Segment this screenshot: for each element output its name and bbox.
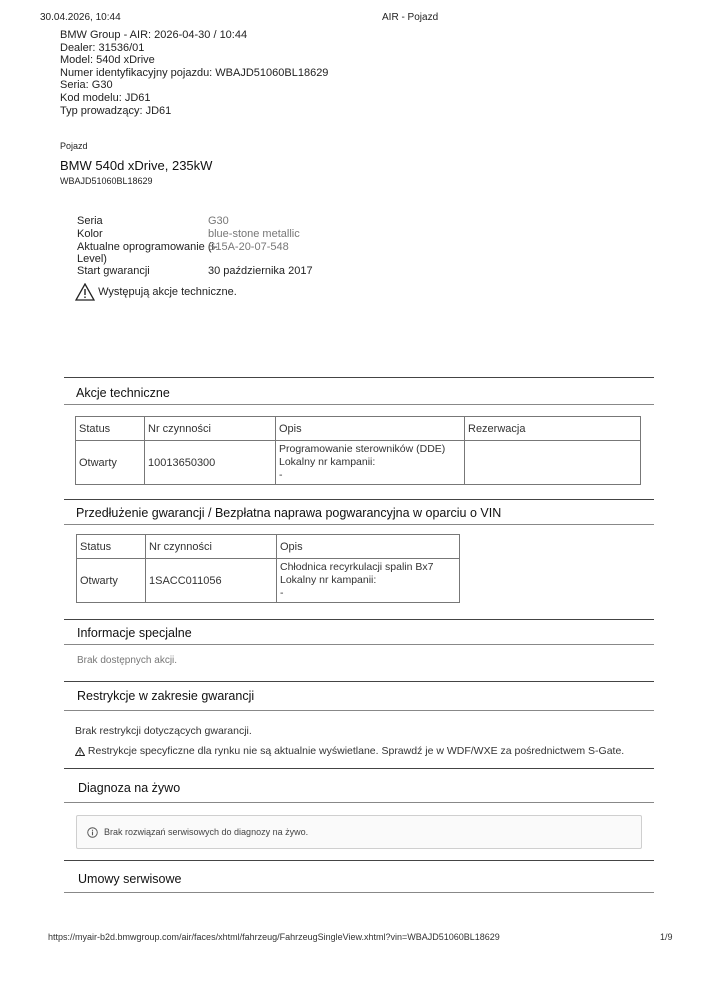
meta-line: BMW Group - AIR: 2026-04-30 / 10:44	[60, 29, 248, 41]
table-header-cell: Opis	[276, 417, 465, 441]
restrictions-warning	[75, 745, 624, 757]
campaign-value: -	[279, 469, 283, 481]
meta-line: Kod modelu: JD61	[60, 91, 151, 104]
detail-key: Kolor	[77, 228, 103, 240]
technical-warning	[75, 283, 237, 301]
table-header-cell: Nr czynności	[146, 535, 277, 559]
reservation-cell	[465, 441, 641, 485]
detail-value: 30 października 2017	[208, 265, 313, 277]
meta-line: Dealer: 31536/01	[60, 41, 145, 54]
description-cell	[276, 441, 465, 485]
detail-value: blue-stone metallic	[208, 228, 300, 240]
detail-key: Aktualne oprogramowanie (i-	[77, 241, 218, 253]
description-cell	[277, 559, 460, 603]
table-header-row	[77, 535, 460, 559]
vehicle-label: Pojazd	[60, 141, 88, 151]
section-divider	[64, 860, 654, 861]
section-divider	[64, 892, 654, 893]
section-title-warranty-restrictions: Restrykcje w zakresie gwarancji	[77, 689, 255, 703]
section-divider	[64, 499, 654, 500]
section-title-live-diagnosis: Diagnoza na żywo	[78, 781, 181, 795]
description-text: Chłodnica recyrkulacji spalin Bx7	[280, 561, 434, 573]
technical-actions-table	[75, 416, 641, 485]
detail-key: Seria	[77, 215, 103, 227]
section-title-warranty-extension: Przedłużenie gwarancji / Bezpłatna naprawa pogwarancyjna w oparciu o VIN	[76, 506, 502, 520]
warning-icon	[75, 747, 85, 756]
table-header-cell: Nr czynności	[145, 417, 276, 441]
number-cell: 1SACC011056	[146, 559, 277, 603]
section-divider	[64, 404, 654, 405]
meta-block	[60, 29, 328, 117]
vehicle-name: BMW 540d xDrive, 235kW	[60, 158, 213, 173]
number-cell: 10013650300	[145, 441, 276, 485]
section-title-special-info: Informacje specjalne	[77, 626, 192, 640]
section-divider	[64, 524, 654, 525]
table-header-cell: Status	[77, 535, 146, 559]
footer-page-number: 1/9	[660, 932, 673, 942]
footer-url: https://myair-b2d.bmwgroup.com/air/faces/xhtml/fahrzeug/FahrzeugSingleView.xhtml?vin=WBAJD51060BL18629	[48, 932, 500, 942]
detail-key: Start gwarancji	[77, 265, 150, 277]
live-diagnosis-info-text: Brak rozwiązań serwisowych do diagnozy na żywo.	[104, 827, 309, 837]
campaign-value: -	[280, 587, 284, 599]
meta-line: Numer identyfikacyjny pojazdu: WBAJD51060BL18629	[60, 66, 329, 79]
detail-key-cont: Level)	[77, 253, 107, 265]
section-divider	[64, 802, 654, 803]
campaign-label: Lokalny nr kampanii:	[279, 456, 376, 468]
table-header-row	[76, 417, 641, 441]
print-title: AIR - Pojazd	[382, 12, 439, 23]
table-row	[76, 441, 641, 485]
warranty-extension-table	[76, 534, 460, 603]
section-divider	[64, 768, 654, 769]
section-divider	[64, 681, 654, 682]
table-header-cell: Rezerwacja	[465, 417, 641, 441]
print-datetime: 30.04.2026, 10:44	[40, 12, 121, 23]
live-diagnosis-info-box	[76, 815, 642, 849]
info-icon	[87, 827, 98, 838]
campaign-label: Lokalny nr kampanii:	[280, 574, 377, 586]
section-divider	[64, 644, 654, 645]
meta-line: Typ prowadzący: JD61	[60, 104, 172, 117]
table-header-cell: Status	[76, 417, 145, 441]
section-divider	[64, 377, 654, 378]
description-text: Programowanie sterowników (DDE)	[279, 443, 446, 455]
restrictions-warning-text: Restrykcje specyficzne dla rynku nie są aktualnie wyświetlane. Sprawdź je w WDF/WXE za pośrednictwem S-Gate.	[87, 745, 625, 757]
restrictions-text: Brak restrykcji dotyczących gwarancji.	[75, 725, 252, 737]
meta-line: Model: 540d xDrive	[60, 54, 155, 67]
section-title-service-contracts: Umowy serwisowe	[78, 872, 182, 886]
table-row	[77, 559, 460, 603]
vehicle-vin: WBAJD51060BL18629	[60, 176, 153, 186]
section-divider	[64, 619, 654, 620]
warning-icon	[75, 283, 95, 301]
table-header-cell: Opis	[277, 535, 460, 559]
meta-line: Seria: G30	[60, 79, 113, 92]
warning-text: Występują akcje techniczne.	[98, 285, 237, 298]
section-divider	[64, 710, 654, 711]
status-cell: Otwarty	[77, 559, 146, 603]
section-title-technical-actions: Akcje techniczne	[76, 386, 170, 400]
detail-value: G30	[208, 215, 229, 227]
detail-value: S15A-20-07-548	[208, 241, 289, 253]
status-cell: Otwarty	[76, 441, 145, 485]
special-info-text: Brak dostępnych akcji.	[77, 655, 178, 666]
